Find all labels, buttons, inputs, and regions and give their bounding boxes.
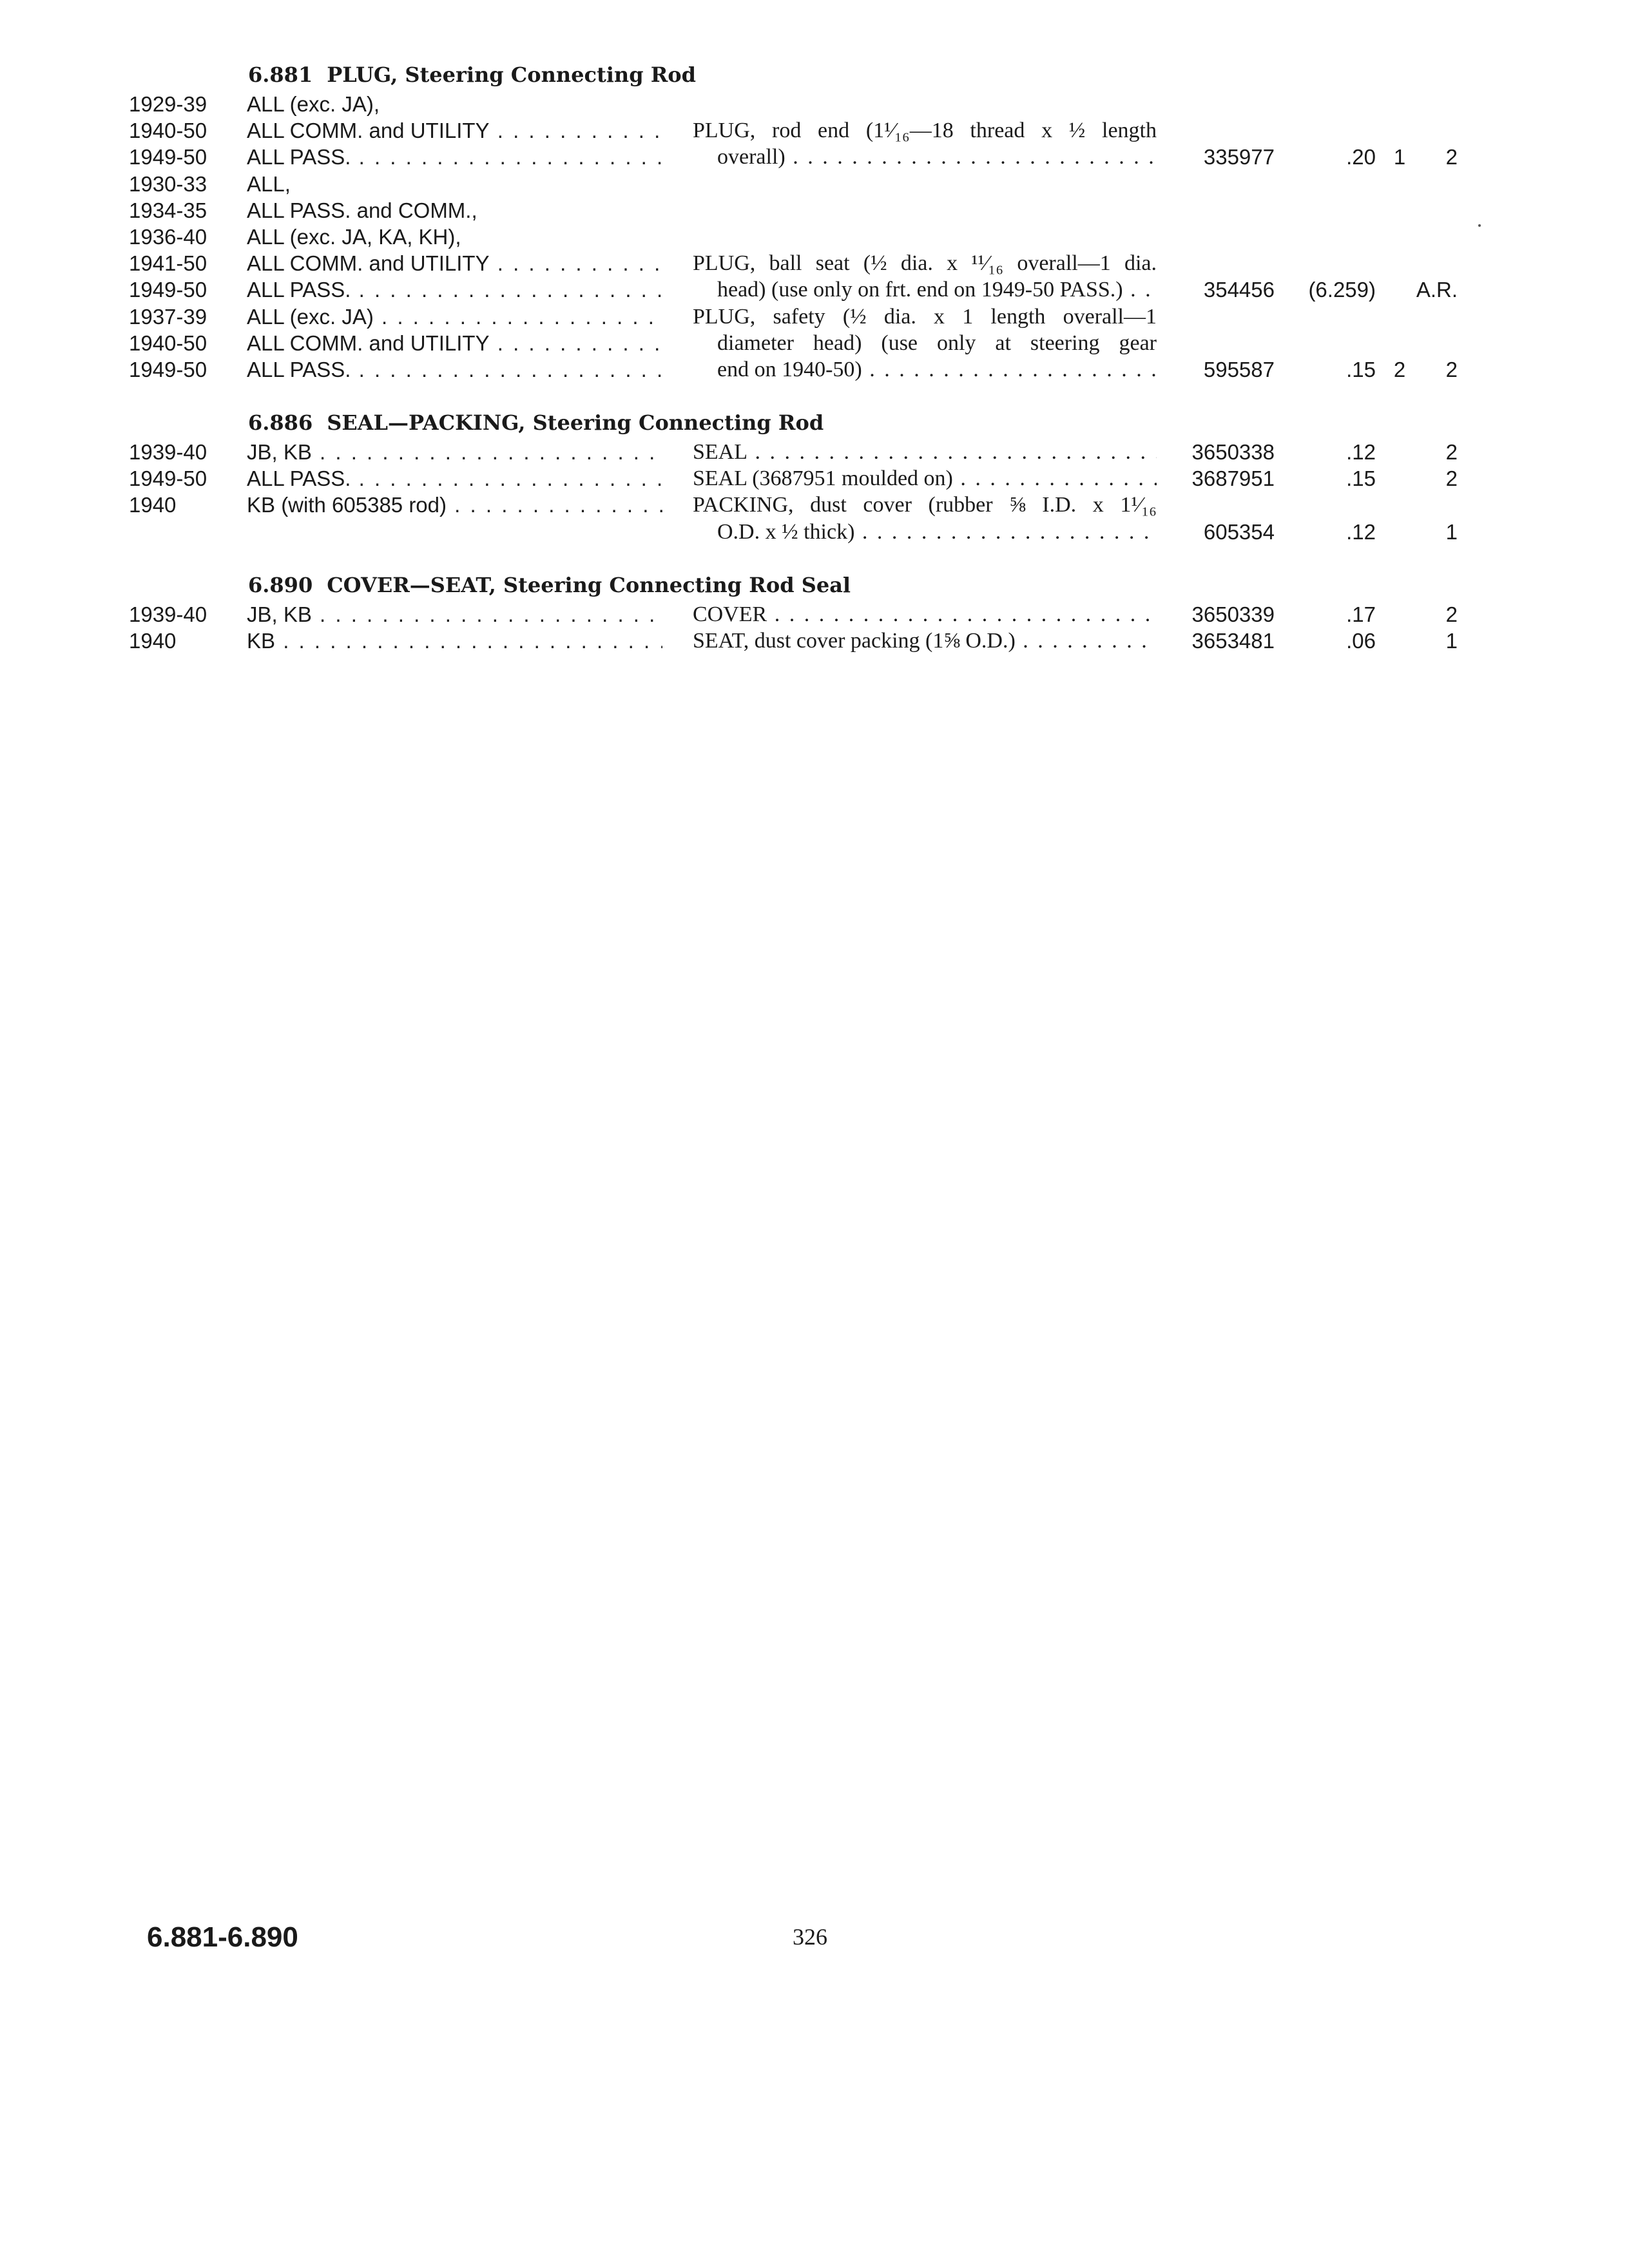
model-applicability: ALL COMM. and UTILITY . . . — [247, 331, 662, 356]
model-applicability: ALL PASS. and COMM., — [247, 198, 477, 222]
model-applicability: ALL (exc. JA, KA, KH), — [247, 225, 461, 249]
part-description: diameter head) (use only at steering gear — [717, 331, 1157, 355]
part-number: 3650339 — [1191, 602, 1275, 626]
year-range: 1949-50 — [129, 145, 207, 169]
year-range: 1949-50 — [129, 466, 207, 491]
year-range: 1939-40 — [129, 440, 207, 464]
price: .17 — [1346, 602, 1376, 626]
section-title: COVER—SEAT, Steering Connecting Rod Seal — [327, 573, 851, 597]
package-quantity: 2 — [1445, 145, 1458, 169]
year-range: 1941-50 — [129, 251, 207, 276]
package-quantity: 2 — [1445, 602, 1458, 626]
part-description: SEAL . . . — [693, 439, 1157, 465]
part-number: 354456 — [1203, 278, 1275, 302]
model-applicability: JB, KB . . . — [247, 439, 662, 465]
section-code: 6.890 — [248, 573, 313, 597]
model-applicability: ALL PASS. . . . — [247, 466, 662, 492]
part-description: PLUG, safety (½ dia. x 1 length overall—1 — [693, 304, 1157, 329]
year-range: 1937-39 — [129, 304, 207, 329]
section-title: PLUG, Steering Connecting Rod — [327, 62, 697, 87]
part-description: COVER . . . — [693, 602, 1157, 628]
quantity-per-unit: 1 — [1393, 145, 1406, 169]
year-range: 1939-40 — [129, 602, 207, 626]
year-range: 1934-35 — [129, 198, 207, 222]
model-applicability: ALL (exc. JA), — [247, 92, 380, 116]
part-description: end on 1940-50) . . . — [717, 357, 1157, 383]
part-description: PLUG, rod end (1¹⁄₁₆—18 thread x ½ length — [693, 119, 1157, 143]
model-applicability: ALL PASS. . . . — [247, 277, 662, 303]
part-description: overall) . . . — [717, 144, 1157, 170]
part-number: 3687951 — [1191, 466, 1275, 491]
year-range: 1949-50 — [129, 278, 207, 302]
package-quantity: 2 — [1445, 440, 1458, 464]
package-quantity: 2 — [1445, 466, 1458, 491]
section-header — [248, 410, 824, 436]
part-number: 605354 — [1203, 519, 1275, 544]
model-applicability: ALL, — [247, 171, 291, 196]
year-range: 1940-50 — [129, 119, 207, 143]
model-applicability: KB . . . — [247, 628, 662, 654]
package-quantity: 2 — [1445, 358, 1458, 381]
part-description: head) (use only on frt. end on 1949-50 PASS.) . . . — [717, 277, 1157, 303]
price: .15 — [1346, 358, 1376, 381]
package-quantity: 1 — [1445, 519, 1458, 544]
part-description: PLUG, ball seat (½ dia. x ¹¹⁄₁₆ overall—1 dia. — [693, 251, 1157, 276]
price: .15 — [1346, 466, 1376, 491]
part-description: O.D. x ½ thick) . . . — [717, 519, 1157, 545]
model-applicability: JB, KB . . . — [247, 602, 662, 628]
price: .06 — [1346, 629, 1376, 653]
year-range: 1930-33 — [129, 171, 207, 196]
model-applicability: ALL (exc. JA) . . . — [247, 304, 662, 330]
model-applicability: ALL COMM. and UTILITY . . . — [247, 118, 662, 144]
model-applicability: ALL PASS. . . . — [247, 144, 662, 170]
quantity-per-unit: 2 — [1393, 358, 1406, 381]
model-applicability: ALL PASS. . . . — [247, 357, 662, 383]
section-header — [248, 572, 851, 598]
section-title: SEAL—PACKING, Steering Connecting Rod — [327, 410, 824, 435]
part-number: 3650338 — [1191, 440, 1275, 464]
year-range: 1949-50 — [129, 358, 207, 381]
section-header — [248, 62, 696, 88]
part-number: 595587 — [1203, 358, 1275, 381]
year-range: 1940 — [129, 629, 177, 653]
part-number: 335977 — [1203, 145, 1275, 169]
price: (6.259) — [1308, 278, 1376, 302]
model-applicability: ALL COMM. and UTILITY . . . — [247, 251, 662, 276]
package-quantity: A.R. — [1416, 278, 1458, 302]
part-description: SEAL (3687951 moulded on) . . . — [693, 466, 1157, 492]
margin-mark — [1478, 224, 1481, 227]
part-description: SEAT, dust cover packing (1⅝ O.D.) . . . — [693, 628, 1157, 654]
year-range: 1929-39 — [129, 92, 207, 116]
page-number: 326 — [793, 1924, 827, 1950]
section-code: 6.881 — [248, 62, 313, 87]
section-code: 6.886 — [248, 410, 313, 435]
section-range-footer: 6.881-6.890 — [147, 1921, 298, 1953]
package-quantity: 1 — [1445, 629, 1458, 653]
year-range: 1940 — [129, 493, 177, 517]
year-range: 1936-40 — [129, 225, 207, 249]
price: .20 — [1346, 145, 1376, 169]
price: .12 — [1346, 519, 1376, 544]
model-applicability: KB (with 605385 rod) . . . — [247, 492, 662, 518]
part-number: 3653481 — [1191, 629, 1275, 653]
price: .12 — [1346, 440, 1376, 464]
part-description: PACKING, dust cover (rubber ⅝ I.D. x 1¹⁄₁₆ — [693, 493, 1157, 517]
year-range: 1940-50 — [129, 331, 207, 355]
